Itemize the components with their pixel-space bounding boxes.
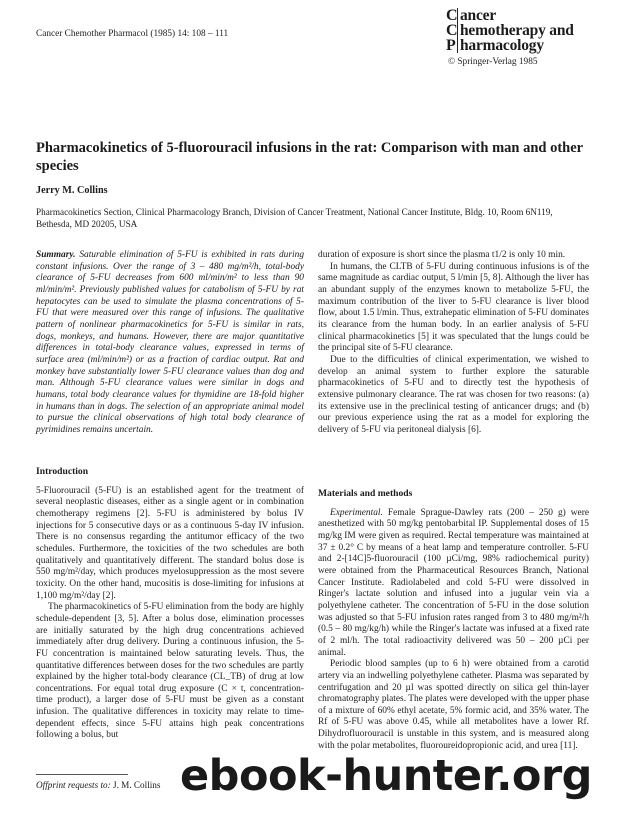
right-column <box>318 250 589 437</box>
footnote-divider <box>36 774 128 775</box>
methods-paragraph-1 <box>318 508 589 660</box>
logo-line-2: C hemotherapy and <box>446 22 574 39</box>
logo-line-1: C ancer <box>446 7 497 24</box>
methods-section <box>318 488 589 752</box>
experimental-label: Experimental. <box>330 507 383 518</box>
summary-text: Saturable elimination of 5-FU is exhibited in rats during constant infusions. Over the range of 3 – 480 mg/m²/h, total-body clearance of 5-FU decreases from 600 ml/min/m² to less than 90 ml/min/m². Previously published values for catabolism of 5-FU by rat hepatocytes can be used to simulate the plasma concentrations of 5-FU that were measured over this range of infusions. The qualitative pattern of nonlinear pharmacokinetics for 5-FU is similar in rats, dogs, monkeys, and humans. However, there are major quantitative differences in total-body clearance values, expressed in terms of surface area (ml/min/m²) or as a fraction of cardiac output. Rat and monkey have substantially lower 5-FU clearance values than dog and man. Although 5-FU clearance values were similar in dogs and humans, total body clearance values for thymidine are 18-fold higher in humans than in dogs. The selection of an appropriate animal model to pursue the clinical observations of high total body clearance of pyrimidines remains uncertain. <box>36 250 305 435</box>
journal-citation: Cancer Chemother Pharmacol (1985) 14: 108 – 111 <box>36 29 229 39</box>
right-paragraph-0: duration of exposure is short since the plasma t1/2 is only 10 min. <box>318 250 566 260</box>
intro-section <box>36 466 304 742</box>
footnote-name: J. M. Collins <box>113 780 161 790</box>
methods-heading: Materials and methods <box>318 488 413 499</box>
watermark: ebook-hunter.org <box>180 751 592 801</box>
footnote <box>36 780 160 790</box>
footnote-label: Offprint requests to: <box>36 780 111 790</box>
logo-line-3: P harmacology <box>446 37 544 54</box>
summary-paragraph <box>36 250 304 437</box>
article-title: Pharmacokinetics of 5-fluorouracil infusions in the rat: Comparison with man and other species <box>36 140 583 174</box>
author-affiliation: Pharmacokinetics Section, Clinical Pharmacology Branch, Division of Cancer Treatment, National Cancer Institute, Bldg. 10, Room 6N119, Bethesda, MD 20205, USA <box>36 207 553 229</box>
article-author: Jerry M. Collins <box>36 185 108 196</box>
copyright: © Springer-Verlag 1985 <box>448 57 538 67</box>
summary-label: Summary. <box>36 250 76 260</box>
intro-paragraph-2: The pharmacokinetics of 5-FU elimination from the body are highly schedule-dependent [3, 5]. After a bolus dose, elimination processes are initially saturated by the high drug concentrations achieved immediately after drug delivery. During a continuous infusion, the 5-FU concentration is maintained below saturating levels. Thus, the quantitative differences between doses for the two schedules are partly explained by the higher total-body clearance (CL_TB) of drug at low concentrations. For equal total drug exposure (C × t, concentration-time product), a larger dose of 5-FU must be given as a constant infusion. The qualitative differences in toxicity may relate to time-dependent effects, since 5-FU attains high peak concentrations following a bolus, but <box>36 602 304 741</box>
right-paragraph-2: Due to the difficulties of clinical experimentation, we wished to develop an animal system to further explore the saturable pharmacokinetics of 5-FU and to directly test the hypothesis of extensive pulmonary clearance. The rat was chosen for two reasons: (a) its extensive use in the preclinical testing of anticancer drugs; and (b) our previous experience using the rat as a model for exploring the delivery of 5-FU via peritoneal dialysis [6]. <box>318 354 589 435</box>
left-column <box>36 250 304 437</box>
methods-paragraph-2: Periodic blood samples (up to 6 h) were obtained from a carotid artery via an indwelling polyethylene catheter. Plasma was separated by centrifugation and 20 µl was spotted directly on silica gel thin-layer chromatography plates. The plates were developed with the upper phase of a mixture of 60% ethyl acetate, 5% formic acid, and 35% water. The Rf of 5-FU was above 0.45, while all metabolites have a lower Rf. Dihydrofluorouracil is unstable in this system, and is measured along with the polar metabolites, fluoroureidopropionic acid, and urea [11]. <box>318 659 589 751</box>
methods-text-1: Female Sprague-Dawley rats (200 – 250 g) were anesthetized with 50 mg/kg pentobarbital IP. Supplemental doses of 15 mg/kg IM were given as required. Rectal temperature was maintained at 37 ± 0.2° C by means of a heat lamp and temperature controller. 5-FU and 2-[14C]5-fluorouracil (100 µCi/mg, 98% radiochemical purity) were obtained from the Pharmaceutical Resources Branch, National Cancer Institute. Radiolabeled and cold 5-FU were dissolved in Ringer's lactate solution and infused into a jugular vein via a polyethylene catheter. The concentration of 5-FU in the dose solution was adjusted so that 5-FU infusion rates ranged from 3 to 480 mg/m²/h (0.5 – 80 mg/kg/h) while the Ringer's lactate was infused at a fixed rate of 2 ml/h. The total radioactivity delivered was 50 – 200 µCi per animal. <box>318 507 590 658</box>
right-paragraph-1: In humans, the CLTB of 5-FU during continuous infusions is of the same magnitude as cardiac output, 5 l/min [5, 8]. Although the liver has an abundant supply of the enzymes known to metabolize 5-FU, the maximum contribution of the liver to 5-FU clearance is liver blood flow, about 1.5 l/min. Thus, extrahepatic elimination of 5-FU dominates its clearance from the human body. In an earlier analysis of 5-FU clinical pharmacokinetics [5] it was speculated that the lungs could be the principal site of 5-FU clearance. <box>318 261 589 354</box>
intro-heading: Introduction <box>36 466 89 477</box>
intro-paragraph-1: 5-Fluorouracil (5-FU) is an established agent for the treatment of several neoplastic diseases, either as a single agent or in combination chemotherapy regimens [2]. 5-FU is administered by bolus IV injections for 5 consecutive days or as a continuous 5-day IV infusion. There is no consensus regarding the antitumor efficacy of the two schedules. Furthermore, the toxicities of the two schedules are both qualitatively and quantitatively different. The standard bolus dose is 550 mg/m²/day, which produces myelosuppression as the most severe toxicity. On the other hand, mucositis is dose-limiting for infusions at 1,100 mg/m²/day [2]. <box>36 485 304 601</box>
journal-logo <box>446 8 606 67</box>
